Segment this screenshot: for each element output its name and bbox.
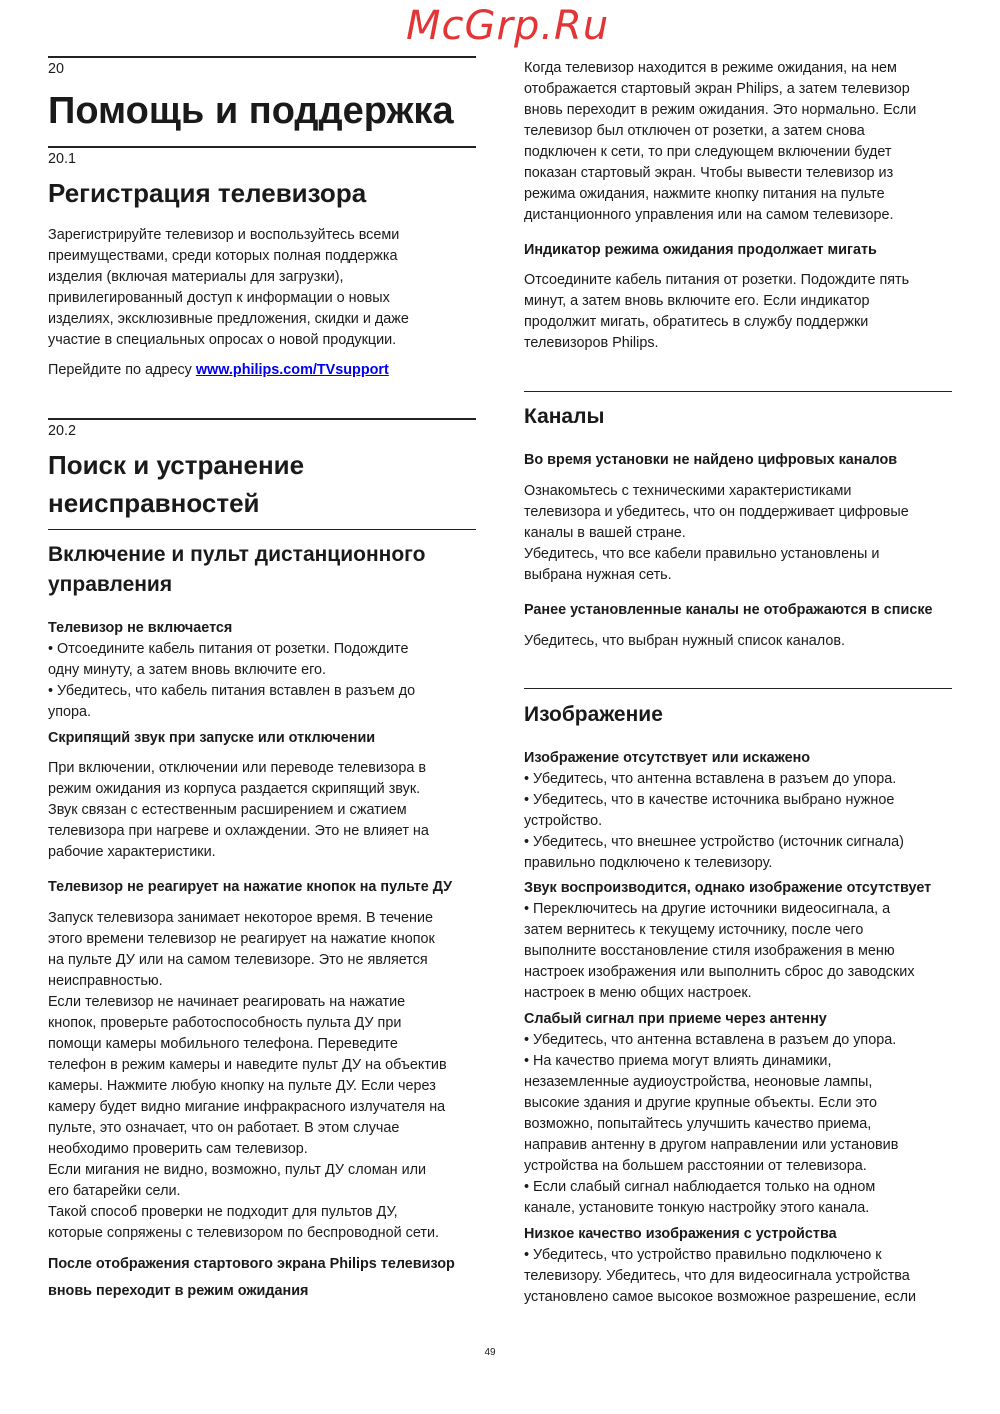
section-rule — [48, 146, 476, 148]
subsection-title: Включение и пульт дистанционного управления — [48, 543, 426, 596]
chapter-rule — [48, 56, 476, 58]
answer-paragraph: • Убедитесь, что устройство правильно подключено к телевизору. Убедитесь, что для видеосигнала устройства установлено самое высокое возможное разрешение, если — [524, 1247, 917, 1305]
section-title: Регистрация телевизора — [48, 178, 367, 208]
answer-paragraph: Убедитесь, что выбран нужный список каналов. — [524, 633, 845, 649]
answer-paragraph: • Убедитесь, что антенна вставлена в разъем до упора. • Убедитесь, что в качестве источника выбрано нужное устройство. • Убедитесь, что внешнее устройство (источник сигнала) правильно подключено к телевизору. — [524, 771, 904, 871]
link-prefix: Перейдите по адресу — [48, 362, 196, 378]
subsection-title: Каналы — [524, 405, 605, 428]
chapter-number: 20 — [48, 61, 65, 77]
registration-paragraph: Зарегистрируйте телевизор и воспользуйтесь всеми преимуществами, среди которых полная поддержка изделия (включая материалы для загрузки), привилегированный доступ к информации о новых изделиях, эксклюзивные предложения, скидки и даже участие в специальных опросах о новой продукции. — [48, 227, 409, 348]
question-heading: Телевизор не реагирует на нажатие кнопок на пульте ДУ — [48, 879, 453, 895]
subsection-rule — [524, 688, 952, 689]
question-heading: После отображения стартового экрана Philips телевизор вновь переходит в режим ожидания — [48, 1256, 455, 1299]
subsection-rule — [524, 391, 952, 392]
answer-paragraph: Отсоедините кабель питания от розетки. Подождите пять минут, а затем вновь включите его. Если индикатор продолжит мигать, обратитесь в службу поддержки телевизоров Philips. — [524, 272, 910, 351]
registration-link-line — [48, 360, 389, 381]
answer-paragraph: • Переключитесь на другие источники видеосигнала, а затем вернитесь к текущему источнику, после чего выполните восстановление стиля изображения в меню настроек изображения или выполнить сброс до заводских настроек в меню общих настроек. — [524, 901, 915, 1001]
question-heading: Слабый сигнал при приеме через антенну — [524, 1011, 827, 1027]
answer-paragraph: Запуск телевизора занимает некоторое время. В течение этого времени телевизор не реагирует на нажатие кнопок на пульте ДУ или на самом телевизоре. Это не является неисправностью. Если телевизор не начинает реагировать на нажатие кнопок, проверьте работоспособность пульта ДУ при помощи камеры мобильного телефона. Переведите телефон в режим камеры и наведите пульт ДУ на объектив камеры. Нажмите любую кнопку на пульте ДУ. Если через камеру будет видно мигание инфракрасного излучателя на пульте, это означает, что он работает. В этом случае необходимо проверить сам телевизор. Если мигания не видно, возможно, пульт ДУ сломан или его батарейки сели. Такой способ проверки не подходит для пультов ДУ, которые сопряжены с телевизором по беспроводной сети. — [48, 910, 447, 1241]
page-number: 49 — [484, 1347, 496, 1358]
answer-paragraph: Когда телевизор находится в режиме ожидания, на нем отображается стартовый экран Philips, а затем телевизор вновь переходит в режим ожидания. Это нормально. Если телевизор был отключен от розетки, а затем снова подключен к сети, то при следующем включении будет показан стартовый экран. Чтобы вывести телевизор из режима ожидания, нажмите кнопку питания на пульте дистанционного управления или на самом телевизоре. — [524, 60, 917, 223]
question-heading: Индикатор режима ожидания продолжает мигать — [524, 242, 877, 258]
question-heading: Ранее установленные каналы не отображаются в списке — [524, 602, 933, 618]
question-heading: Низкое качество изображения с устройства — [524, 1226, 837, 1242]
answer-paragraph: • Отсоедините кабель питания от розетки. Подождите одну минуту, а затем вновь включите его. • Убедитесь, что кабель питания вставлен в разъем до упора. — [48, 641, 416, 720]
subsection-rule — [48, 529, 476, 530]
question-heading: Телевизор не включается — [48, 620, 233, 636]
section-number: 20.2 — [48, 423, 77, 439]
question-heading: Скрипящий звук при запуске или отключении — [48, 730, 376, 746]
question-heading: Звук воспроизводится, однако изображение отсутствует — [524, 880, 932, 896]
chapter-title: Помощь и поддержка — [48, 90, 454, 132]
answer-paragraph: При включении, отключении или переводе телевизора в режим ожидания из корпуса раздается скрипящий звук. Звук связан с естественным расширением и сжатием телевизора при нагреве и охлаждении. Это не влияет на рабочие характеристики. — [48, 760, 429, 860]
question-heading: Изображение отсутствует или искажено — [524, 750, 811, 766]
section-number: 20.1 — [48, 151, 77, 167]
question-heading: Во время установки не найдено цифровых каналов — [524, 452, 898, 468]
section-rule — [48, 418, 476, 420]
answer-paragraph: Ознакомьтесь с техническими характеристиками телевизора и убедитесь, что он поддерживает цифровые каналы в вашей стране. Убедитесь, что все кабели правильно установлены и выбрана нужная сеть. — [524, 483, 909, 583]
section-title: Поиск и устранение неисправностей — [48, 450, 305, 518]
philips-support-link[interactable]: www.philips.com/TVsupport — [195, 362, 389, 378]
subsection-title: Изображение — [524, 703, 663, 726]
answer-paragraph: • Убедитесь, что антенна вставлена в разъем до упора. • На качество приема могут влиять динамики, незаземленные аудиоустройства, неоновые лампы, высокие здания и другие крупные объекты. Если это возможно, попытайтесь улучшить качество приема, направив антенну в другом направлении или установив устройства на большем расстоянии от телевизора. • Если слабый сигнал наблюдается только на одном канале, установите тонкую настройку этого канала. — [524, 1032, 899, 1216]
watermark: McGrp.Ru — [406, 3, 610, 49]
